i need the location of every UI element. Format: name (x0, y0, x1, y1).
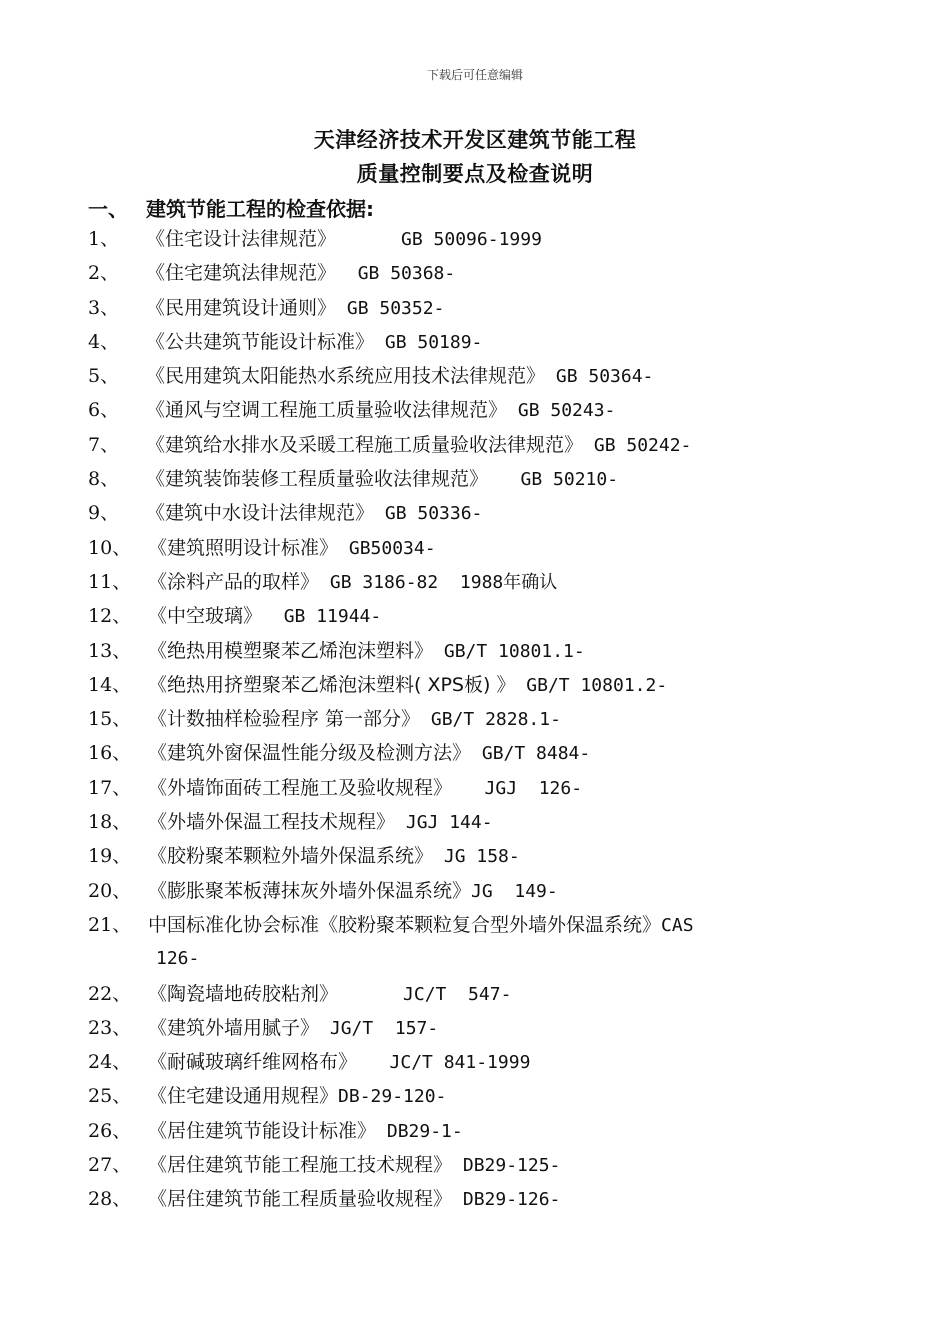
header-note: 下载后可任意编辑 (426, 68, 523, 82)
item-number: 9、 (88, 502, 120, 525)
item-standard-name: 《膨胀聚苯板薄抹灰外墙外保温系统》 (148, 879, 472, 902)
list-item (88, 634, 888, 668)
item-number: 5、 (88, 365, 120, 388)
item-number: 20、 (88, 879, 132, 902)
list-item (88, 531, 888, 565)
list-item (88, 668, 888, 702)
section-number: 一、 (88, 197, 128, 221)
item-standard-name: 《绝热用挤塑聚苯乙烯泡沫塑料( XPS板) 》 (148, 673, 516, 696)
list-item (88, 874, 888, 908)
item-number: 19、 (88, 845, 132, 868)
item-standard-name: 《居住建筑节能工程质量验收规程》 (148, 1188, 453, 1211)
item-number: 2、 (88, 262, 120, 285)
item-standard-code: GB 3186-82 1988年确认 (319, 571, 558, 593)
section-heading (88, 193, 374, 222)
item-standard-code: GB/T 10801.2- (515, 674, 668, 696)
item-standard-name: 《民用建筑设计通则》 (146, 296, 337, 319)
item-standard-code: GB/T 10801.1- (433, 640, 585, 662)
list-item (88, 1114, 888, 1148)
item-number: 12、 (88, 605, 132, 628)
item-number: 18、 (88, 811, 132, 834)
list-item (88, 1045, 888, 1079)
item-standard-name: 《陶瓷墙地砖胶粘剂》 (148, 982, 339, 1005)
item-number: 27、 (88, 1154, 132, 1177)
item-standard-name: 《建筑照明设计标准》 (148, 536, 339, 559)
list-item (88, 496, 888, 530)
item-standard-name: 《外墙饰面砖工程施工及验收规程》 (148, 776, 453, 799)
item-standard-name: 《计数抽样检验程序 第一部分》 (148, 708, 421, 731)
list-item (88, 1079, 888, 1113)
standards-list (88, 222, 888, 1217)
list-item (88, 291, 888, 325)
item-standard-name: 《住宅建筑法律规范》 (146, 262, 337, 285)
item-number: 17、 (88, 776, 132, 799)
item-number: 1、 (88, 228, 120, 250)
list-item (88, 359, 888, 393)
item-standard-code: JC/T 841-1999 (357, 1052, 531, 1074)
item-standard-code: GB 50242- (583, 434, 692, 456)
item-standard-code: DB29-125- (452, 1155, 561, 1177)
list-item (88, 1148, 888, 1182)
item-standard-code: GB/T 8484- (471, 743, 591, 765)
item-standard-name: 《建筑外墙用腻子》 (148, 1016, 320, 1039)
item-standard-name: 《中空玻璃》 (148, 605, 263, 628)
item-number: 24、 (88, 1051, 132, 1074)
item-standard-name: 《民用建筑太阳能热水系统应用技术法律规范》 (146, 365, 546, 388)
item-standard-code: GB 50352- (336, 297, 445, 319)
list-item (88, 428, 888, 462)
list-item (88, 256, 888, 290)
item-number: 14、 (88, 673, 132, 696)
item-number: 10、 (88, 536, 132, 559)
list-item (88, 839, 888, 873)
list-item (88, 462, 888, 496)
item-standard-name: 《居住建筑节能工程施工技术规程》 (148, 1154, 453, 1177)
item-standard-name: 《建筑装饰装修工程质量验收法律规范》 (146, 468, 489, 491)
item-standard-name: 《胶粉聚苯颗粒外墙外保温系统》 (148, 845, 434, 868)
item-number: 11、 (88, 570, 132, 593)
item-standard-name: 《住宅设计法律规范》 (146, 228, 337, 250)
item-standard-name: 《建筑中水设计法律规范》 (146, 502, 375, 525)
item-standard-name: 《建筑给水排水及采暖工程施工质量验收法律规范》 (146, 433, 584, 456)
item-standard-code: JG 149- (471, 880, 558, 902)
list-item (88, 599, 888, 633)
item-standard-code: CAS (661, 914, 694, 936)
item-standard-code: GB 50336- (374, 503, 483, 525)
item-standard-code: JGJ 126- (452, 777, 583, 799)
item-number: 13、 (88, 639, 132, 662)
item-standard-name: 《居住建筑节能设计标准》 (148, 1119, 377, 1142)
item-standard-code: JC/T 547- (338, 983, 512, 1005)
item-standard-code: DB-29-120- (338, 1086, 447, 1108)
item-standard-code: GB/T 2828.1- (420, 709, 561, 731)
list-item (88, 1011, 888, 1045)
item-number: 23、 (88, 1016, 132, 1039)
list-item (88, 222, 888, 256)
item-standard-code: DB29-1- (376, 1120, 463, 1142)
item-number: 16、 (88, 742, 132, 765)
document-title: 天津经济技术开发区建筑节能工程 (313, 128, 637, 152)
item-standard-name: 《通风与空调工程施工质量验收法律规范》 (146, 399, 508, 422)
item-standard-code: JG/T 157- (319, 1017, 439, 1039)
item-standard-name: 《公共建筑节能设计标准》 (146, 330, 375, 353)
document-subtitle: 质量控制要点及检查说明 (356, 162, 594, 186)
item-standard-code: GB 50364- (545, 366, 654, 388)
item-number: 7、 (88, 433, 120, 456)
item-standard-code: GB 50243- (507, 400, 616, 422)
item-standard-name: 《耐碱玻璃纤维网格布》 (148, 1051, 358, 1074)
item-standard-code: GB 50210- (488, 469, 619, 491)
item-standard-name: 《绝热用模塑聚苯乙烯泡沫塑料》 (148, 639, 434, 662)
list-item (88, 393, 888, 427)
list-item (88, 908, 888, 942)
item-standard-name: 《建筑外窗保温性能分级及检测方法》 (148, 742, 472, 765)
item-number: 3、 (88, 296, 120, 319)
section-label: 建筑节能工程的检查依据: (146, 197, 374, 221)
list-item (88, 702, 888, 736)
item-standard-name: 《涂料产品的取样》 (148, 570, 320, 593)
list-item (88, 325, 888, 359)
item-standard-name: 中国标准化协会标准《胶粉聚苯颗粒复合型外墙外保温系统》 (148, 913, 662, 936)
item-continuation: 126- (156, 948, 200, 970)
item-standard-name: 《外墙外保温工程技术规程》 (148, 811, 396, 834)
item-number: 25、 (88, 1085, 132, 1108)
item-standard-code: JG 158- (433, 846, 520, 868)
item-number: 28、 (88, 1188, 132, 1211)
item-number: 22、 (88, 982, 132, 1005)
list-item (88, 977, 888, 1011)
item-standard-code: DB29-126- (452, 1189, 561, 1211)
list-item (88, 1182, 888, 1216)
item-number: 4、 (88, 330, 120, 353)
item-number: 21、 (88, 913, 132, 936)
item-number: 15、 (88, 708, 132, 731)
item-number: 26、 (88, 1119, 132, 1142)
item-number: 6、 (88, 399, 120, 422)
item-standard-code: GB 50189- (374, 331, 483, 353)
item-standard-code: GB50034- (338, 537, 436, 559)
list-item (88, 805, 888, 839)
item-standard-code: GB 50096-1999 (336, 229, 542, 250)
item-number: 8、 (88, 468, 120, 491)
item-standard-code: GB 11944- (262, 606, 382, 628)
list-item (88, 565, 888, 599)
item-standard-code: JGJ 144- (395, 812, 493, 834)
list-item (88, 771, 888, 805)
item-standard-code: GB 50368- (336, 263, 456, 285)
list-item (88, 736, 888, 770)
item-standard-name: 《住宅建设通用规程》 (148, 1085, 339, 1108)
